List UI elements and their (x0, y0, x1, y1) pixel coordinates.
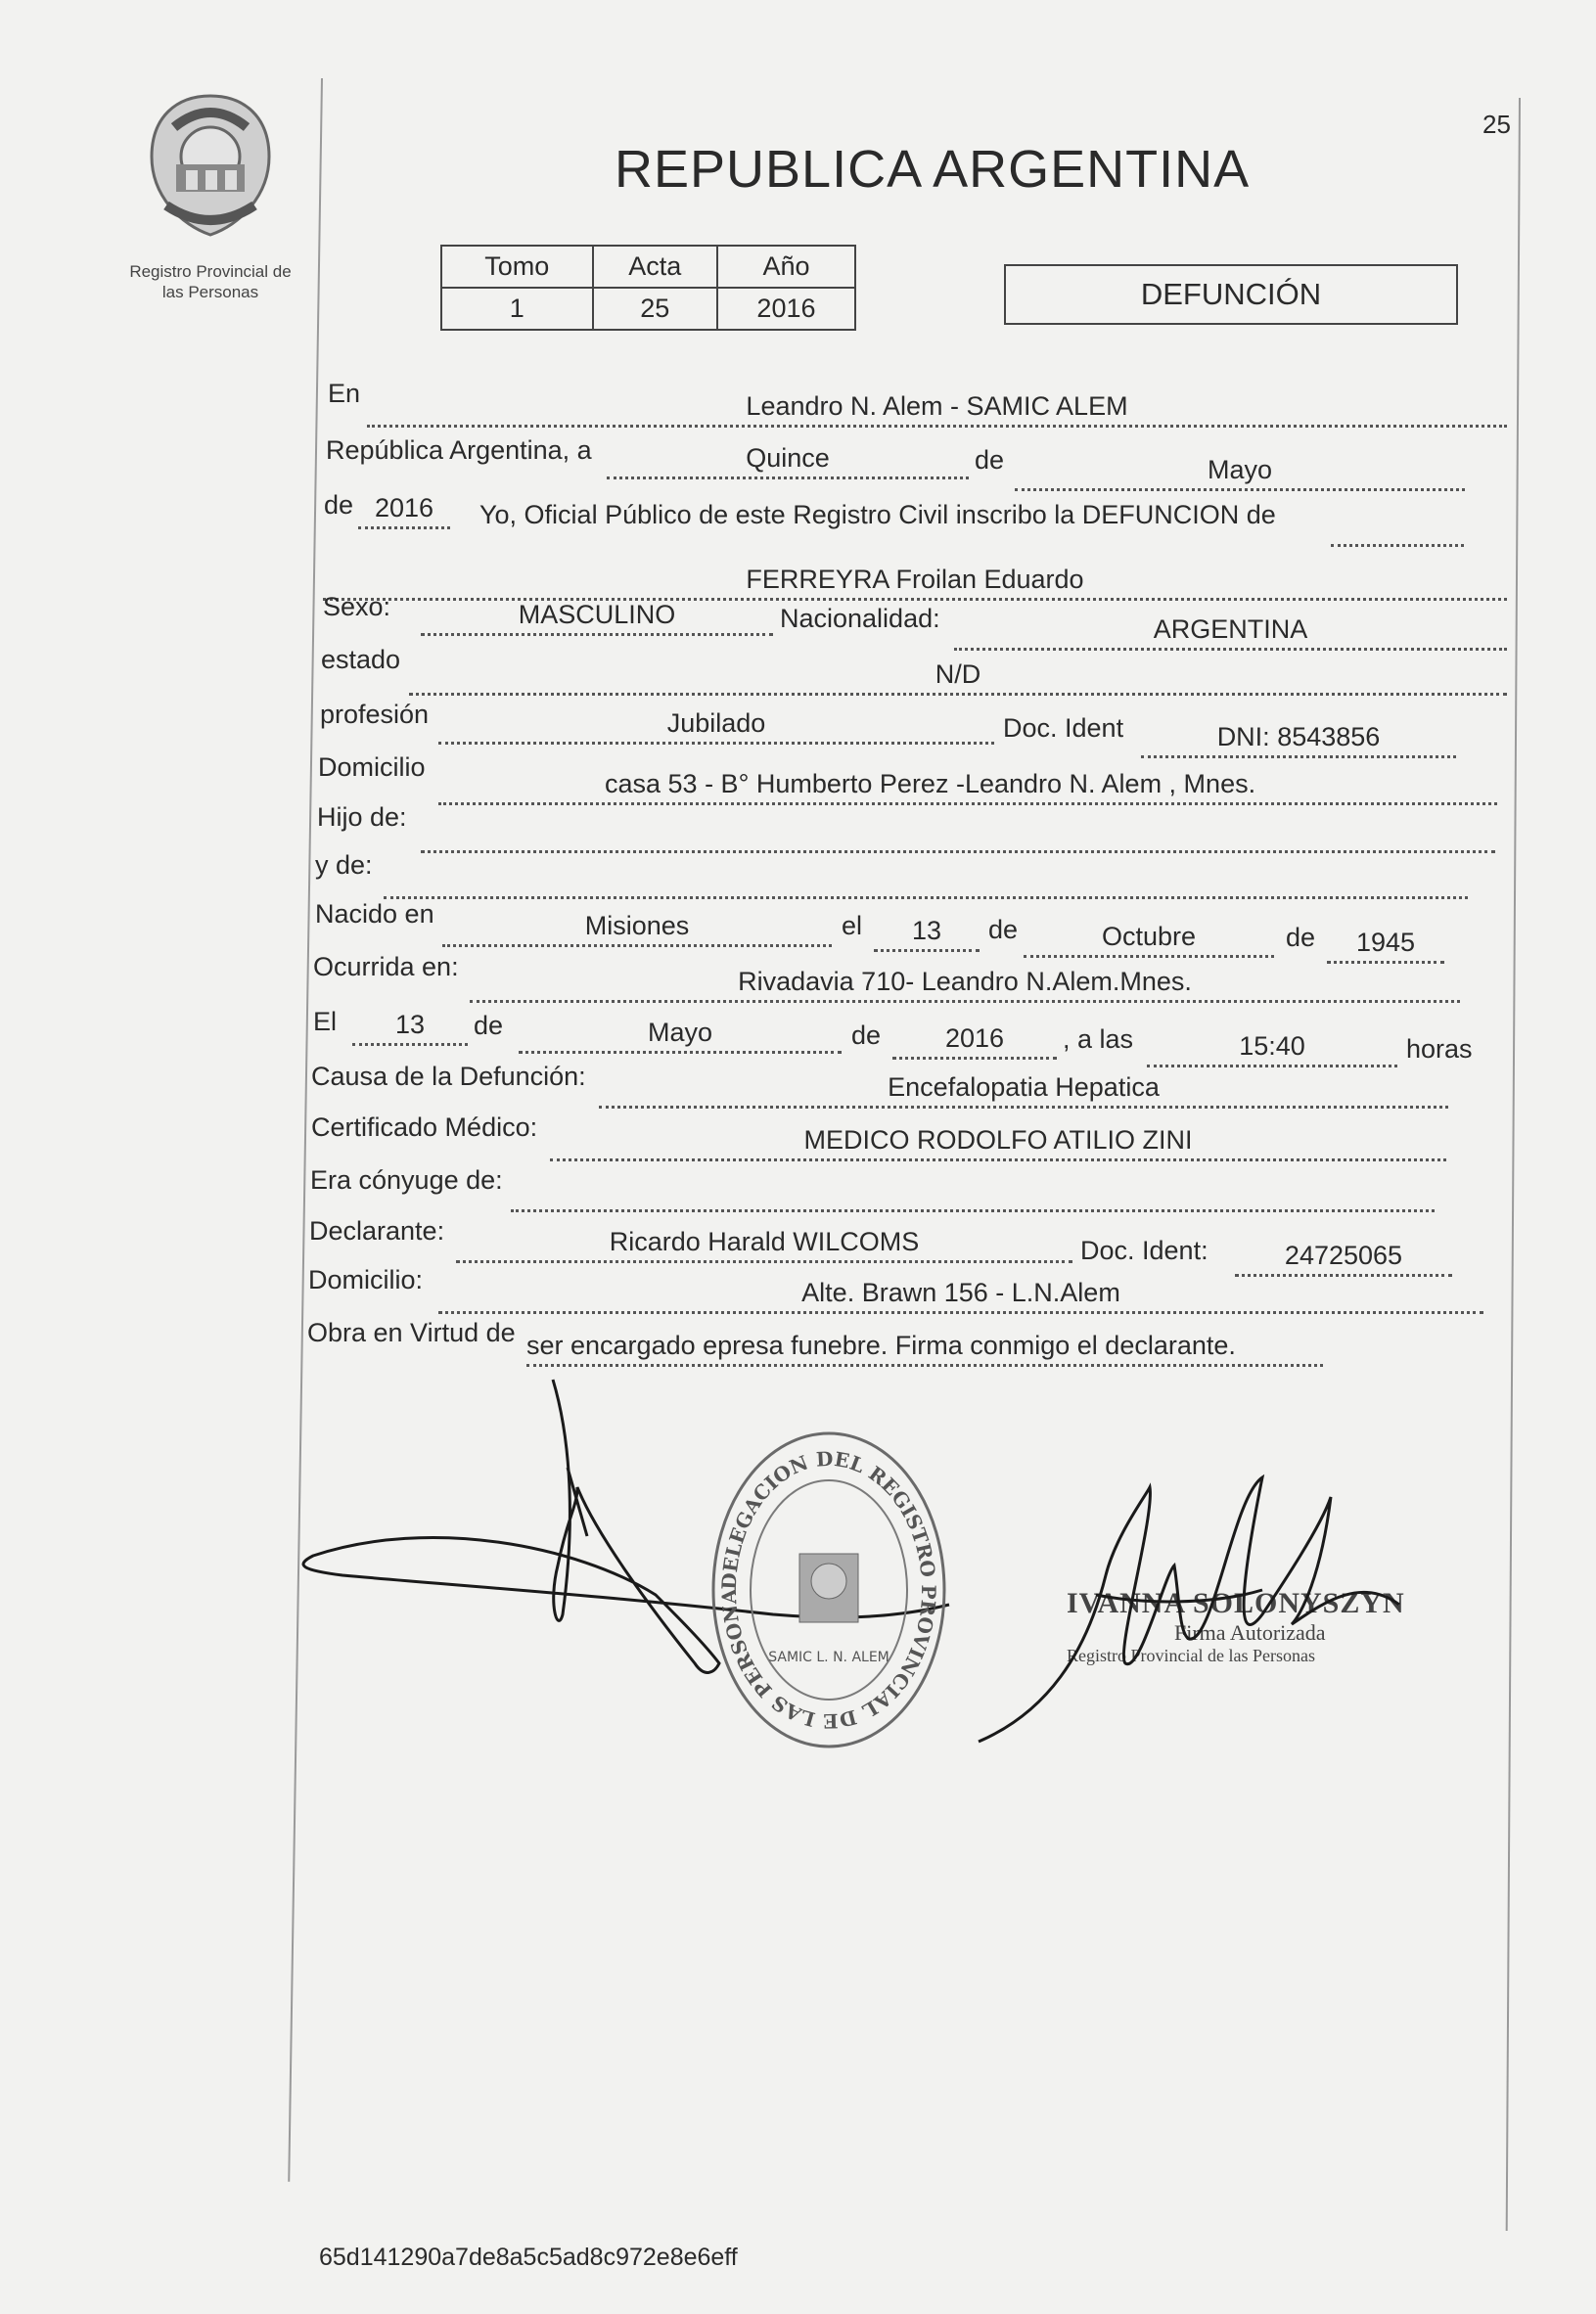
stamp-agency: Registro Provincial de las Personas (1067, 1646, 1315, 1665)
label-nacido-en: Nacido en (315, 899, 434, 929)
field-conyuge (511, 1166, 1435, 1212)
label-hijo-de: Hijo de: (317, 802, 407, 832)
label-conyuge: Era cónyuge de: (310, 1165, 503, 1195)
value-anio: 2016 (374, 493, 434, 522)
label-certificado: Certificado Médico: (311, 1112, 538, 1142)
value-sexo: MASCULINO (518, 600, 676, 629)
value-def-hora: 15:40 (1239, 1031, 1305, 1061)
right-margin-line (1506, 98, 1521, 2231)
stamp-role: Firma Autorizada (1174, 1620, 1326, 1645)
field-y-de (384, 853, 1468, 899)
province-emblem (137, 88, 284, 245)
value-domicilio: casa 53 - B° Humberto Perez -Leandro N. Alem , Mnes. (605, 769, 1256, 798)
field-declarante (456, 1217, 1072, 1263)
field-ocurrida-en (470, 957, 1460, 1003)
field-nac-mes (1024, 912, 1274, 958)
official-signature (969, 1458, 1429, 1751)
label-de-3: de (988, 915, 1019, 944)
field-profesion (438, 699, 994, 745)
label-republica: República Argentina, a (326, 435, 592, 465)
value-nac-dia: 13 (911, 916, 942, 945)
field-nac-dia (874, 906, 980, 952)
value-mes: Mayo (1207, 455, 1273, 484)
field-lugar (367, 382, 1507, 428)
field-def-anio (892, 1014, 1057, 1060)
table-value-anio: 2016 (717, 288, 855, 330)
field-doc (1141, 712, 1456, 758)
value-nac-mes: Octubre (1101, 922, 1197, 951)
field-hijo-de (421, 807, 1495, 853)
registry-seal (707, 1427, 951, 1754)
label-horas: horas (1406, 1034, 1473, 1064)
label-de-4: de (1286, 923, 1316, 952)
field-dia-letras (607, 433, 969, 479)
label-el: el (842, 911, 863, 940)
label-sexo: Sexo: (323, 592, 391, 621)
label-y-de: y de: (315, 850, 373, 880)
table-header-anio: Año (717, 246, 855, 288)
label-yo: Yo, Oficial Público de este Registro Civil inscribo la DEFUNCION de (479, 500, 1276, 529)
seal-inner-text: SAMIC L. N. ALEM (768, 1650, 889, 1665)
document-hash: 65d141290a7de8a5c5ad8c972e8e6eff (319, 2244, 738, 2271)
label-domicilio-2: Domicilio: (308, 1265, 424, 1294)
field-def-dia (352, 1000, 468, 1046)
field-causa (599, 1063, 1448, 1109)
label-el-cap: El (313, 1007, 338, 1036)
label-doc-ident-2: Doc. Ident: (1080, 1236, 1208, 1265)
table-value-tomo: 1 (441, 288, 593, 330)
value-estado: N/D (935, 659, 981, 689)
value-obra: ser encargado epresa funebre. Firma conmigo el declarante. (526, 1331, 1236, 1360)
label-de-2: de (324, 490, 354, 520)
page-number: 25 (1482, 110, 1511, 139)
field-def-hora (1147, 1021, 1397, 1067)
value-profesion: Jubilado (666, 708, 766, 738)
agency-line-2: las Personas (161, 283, 259, 301)
value-def-anio: 2016 (944, 1023, 1005, 1053)
field-sexo (421, 590, 773, 636)
label-causa: Causa de la Defunción: (311, 1062, 586, 1091)
field-obra (526, 1321, 1323, 1367)
seal-ring-text: DELEGACION DEL REGISTRO PROVINCIAL DE LAS PERSONA (716, 1446, 941, 1734)
label-de-1: de (975, 445, 1005, 475)
field-nacido-en (442, 901, 832, 947)
value-declarante: Ricardo Harald WILCOMS (609, 1227, 920, 1256)
value-declarante-doc: 24725065 (1284, 1241, 1403, 1270)
value-causa: Encefalopatia Hepatica (888, 1072, 1160, 1102)
value-dia-letras: Quince (746, 443, 830, 473)
table-header-acta: Acta (593, 246, 717, 288)
value-def-dia: 13 (394, 1010, 426, 1039)
value-nombre: FERREYRA Froilan Eduardo (746, 565, 1084, 594)
label-a-las: , a las (1063, 1024, 1134, 1054)
value-def-mes: Mayo (647, 1018, 713, 1047)
label-domicilio: Domicilio (318, 752, 426, 782)
label-de-5: de (474, 1011, 504, 1040)
value-nacido-en: Misiones (584, 911, 690, 940)
label-declarante: Declarante: (309, 1216, 445, 1246)
field-certificado (550, 1115, 1446, 1161)
field-def-mes (519, 1008, 842, 1054)
value-ocurrida-en: Rivadavia 710- Leandro N.Alem.Mnes. (738, 967, 1192, 996)
field-yo-tail (1331, 501, 1464, 547)
page-title: REPUBLICA ARGENTINA (615, 140, 1251, 199)
value-declarante-domicilio: Alte. Brawn 156 - L.N.Alem (801, 1278, 1120, 1307)
value-nacionalidad: ARGENTINA (1153, 614, 1308, 644)
field-anio (358, 483, 450, 529)
label-estado: estado (321, 645, 401, 674)
agency-line-1: Registro Provincial de (129, 262, 292, 281)
table-value-acta: 25 (593, 288, 717, 330)
table-header-tomo: Tomo (441, 246, 593, 288)
act-type-box: DEFUNCIÓN (1004, 264, 1458, 325)
registry-table (440, 245, 856, 331)
value-lugar: Leandro N. Alem - SAMIC ALEM (746, 391, 1128, 421)
agency-name (98, 261, 323, 302)
label-doc-ident: Doc. Ident (1003, 713, 1124, 743)
label-nacionalidad: Nacionalidad: (780, 604, 940, 633)
stamp-name: IVANNA SOLONYSZYN (1067, 1587, 1405, 1619)
value-nac-anio: 1945 (1355, 928, 1416, 957)
label-obra: Obra en Virtud de (307, 1318, 516, 1347)
label-en: En (328, 379, 361, 408)
field-domicilio (438, 759, 1497, 805)
value-certificado: MEDICO RODOLFO ATILIO ZINI (803, 1125, 1193, 1155)
label-ocurrida-en: Ocurrida en: (313, 952, 459, 981)
value-doc: DNI: 8543856 (1216, 722, 1381, 751)
field-mes (1015, 445, 1465, 491)
label-de-6: de (851, 1021, 882, 1050)
field-declarante-domicilio (438, 1268, 1483, 1314)
field-nacionalidad (954, 605, 1507, 651)
label-profesion: profesión (320, 700, 430, 729)
field-estado (409, 650, 1507, 696)
